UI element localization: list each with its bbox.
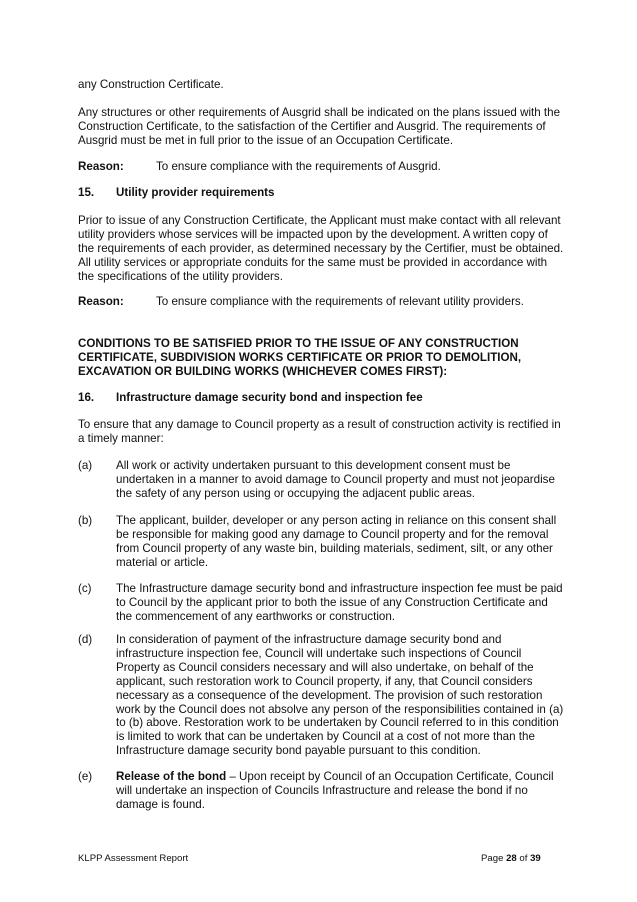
item-text: All work or activity undertaken pursuant to this development consent must be undertaken in a manner to avoid damage to Council property and must not jeopardise the safety of any person using or occupying the adjacent public areas.	[116, 459, 555, 500]
continuation-text: any Construction Certificate.	[78, 78, 224, 91]
footer-page-number	[481, 853, 541, 865]
section-number: 15.	[78, 186, 95, 199]
item-label: (a)	[78, 459, 93, 472]
section-title: Utility provider requirements	[116, 186, 275, 199]
item-label: (e)	[78, 770, 93, 783]
section-15-body: Prior to issue of any Construction Certificate, the Applicant must make contact with all relevant utility providers whose services will be impacted upon by the development. A written copy of the requirements of each provider, as determined necessary by the Certifier, must be obtained. All utility services or appropriate conduits for the same must be provided in accordance with the specifications of the utility providers.	[78, 214, 564, 283]
section-number: 16.	[78, 391, 95, 404]
bond-release-text: – Upon receipt by Council of an Occupation Certificate, Council will undertake an inspection of Councils Infrastructure and release the bond if no damage is found.	[116, 770, 554, 811]
page-of: of	[516, 853, 531, 864]
reason-text: To ensure compliance with the requirements of Ausgrid.	[156, 160, 441, 173]
page-prefix: Page	[481, 853, 507, 864]
item-text: The applicant, builder, developer or any person acting in reliance on this consent shall be responsible for making good any damage to Council property and for the removal from Council property of any waste bin, building materials, sediment, silt, or any other material or article.	[116, 514, 557, 569]
conditions-heading: CONDITIONS TO BE SATISFIED PRIOR TO THE ISSUE OF ANY CONSTRUCTION CERTIFICATE, SUBDIVISION WORKS CERTIFICATE OR PRIOR TO DEMOLITION, EXCAVATION OR BUILDING WORKS (WHICHEVER COMES FIRST):	[78, 337, 522, 378]
section-title: Infrastructure damage security bond and inspection fee	[116, 391, 423, 404]
footer-report-name: KLPP Assessment Report	[78, 853, 189, 864]
item-text: In consideration of payment of the infrastructure damage security bond and infrastructure inspection fee, Council will undertake such inspections of Council Property as Council considers necessary and will also undertake, on behalf of the applicant, such restoration work to Council property, if any, that Council considers necessary as a consequence of the development. The provision of such restoration work by the Council does not absolve any person of the responsibilities contained in (a) to (b) above. Restoration work to be undertaken by Council referred to in this condition is limited to work that can be undertaken by Council at a cost of not more than the Infrastructure damage security bond payable pursuant to this condition.	[116, 633, 564, 758]
item-label: (b)	[78, 514, 93, 527]
item-text: The Infrastructure damage security bond and infrastructure inspection fee must be paid to Council by the applicant prior to both the issue of any Construction Certificate and the commencement of any earthworks or construction.	[116, 582, 563, 623]
reason-label: Reason:	[78, 295, 124, 308]
ausgrid-paragraph: Any structures or other requirements of Ausgrid shall be indicated on the plans issued with the Construction Certificate, to the satisfaction of the Certifier and Ausgrid. The requirements of Ausgrid must be met in full prior to the issue of an Occupation Certificate.	[78, 106, 561, 147]
reason-text: To ensure compliance with the requirements of relevant utility providers.	[156, 295, 524, 308]
reason-label: Reason:	[78, 160, 124, 173]
bond-release-lead: Release of the bond	[116, 770, 227, 783]
item-label: (d)	[78, 633, 93, 646]
page-total: 39	[530, 853, 541, 864]
item-label: (c)	[78, 582, 92, 595]
item-text	[116, 770, 564, 812]
section-16-intro: To ensure that any damage to Council property as a result of construction activity is rectified in a timely manner:	[78, 418, 561, 445]
page-current: 28	[506, 853, 517, 864]
